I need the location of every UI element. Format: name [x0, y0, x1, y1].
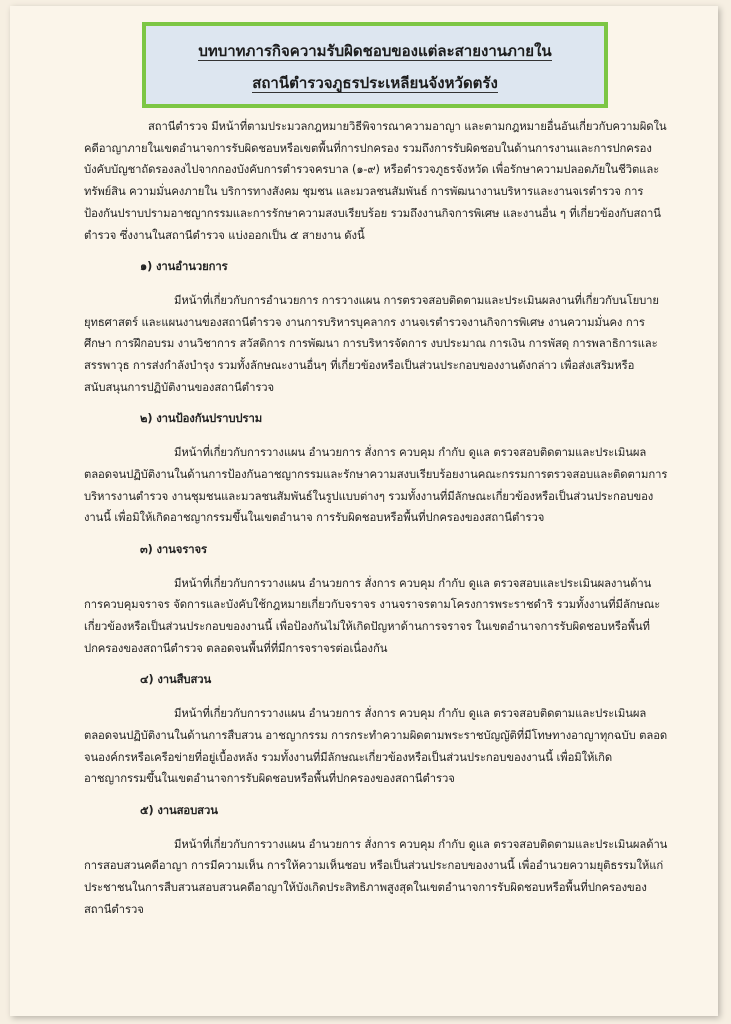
section-heading-traffic: ๓) งานจราจร	[140, 542, 208, 556]
section-body-investigation: มีหน้าที่เกี่ยวกับการวางแผน อำนวยการ สั่งการ ควบคุม กำกับ ดูแล ตรวจสอบติดตามและประเมินผล ตลอดจนปฏิบัติงานในด้านการสืบสวน อาชญากรรม การกระทำความผิดตามพระราชบัญญัติที่มีโทษทางอาญาทุกฉบับ ตลอดจนองค์กรหรือเครือข่ายที่อยู่เบื้องหลัง รวมทั้งงานที่มีลักษณะเกี่ยวข้องหรือเป็นส่วนประกอบของงานนี้ เพื่อมิให้เกิดอาชญากรรมขึ้นในเขตอำนาจการรับผิดชอบหรือพื้นที่ปกครองของสถานีตำรวจ	[84, 707, 668, 786]
section-body-prevention: มีหน้าที่เกี่ยวกับการวางแผน อำนวยการ สั่งการ ควบคุม กำกับ ดูแล ตรวจสอบติดตามและประเมินผล ตลอดจนปฏิบัติงานในด้านการป้องกันอาชญากรรมและรักษาความสงบเรียบร้อยงานคณะกรรมการตรวจสอบและติดตามการบริหารงานตำรวจ งานชุมชนและมวลชนสัมพันธ์ในรูปแบบต่างๆ รวมทั้งงานที่มีลักษณะเกี่ยวข้องหรือเป็นส่วนประกอบของงานนี้ เพื่อมิให้เกิดอาชญากรรมขึ้นในเขตอำนาจ การรับผิดชอบหรือพื้นที่ปกครองของสถานีตำรวจ	[84, 446, 668, 525]
section-body-traffic: มีหน้าที่เกี่ยวกับการวางแผน อำนวยการ สั่งการ ควบคุม กำกับ ดูแล ตรวจสอบและประเมินผลงานด้านการควบคุมจราจร จัดการและบังคับใช้กฎหมายเกี่ยวกับจราจร งานจราจรตามโครงการพระราชดำริ รวมทั้งงานที่มีลักษณะเกี่ยวข้องหรือเป็นส่วนประกอบของงานนี้ เพื่อป้องกันไม่ให้เกิดปัญหาด้านการจราจร ในเขตอำนาจการรับผิดชอบหรือพื้นที่ปกครองของสถานีตำรวจ ตลอดจนพื้นที่ที่มีการจราจรต่อเนื่องกัน	[84, 576, 661, 655]
title-box	[142, 22, 608, 108]
title-line-1: บทบาทภารกิจความรับผิดชอบของแต่ละสายงานภายใน	[198, 42, 552, 60]
document-body	[84, 116, 670, 921]
section-heading-admin: ๑) งานอำนวยการ	[140, 260, 228, 274]
intro-paragraph: สถานีตำรวจ มีหน้าที่ตามประมวลกฎหมายวิธีพิจารณาความอาญา และตามกฎหมายอื่นอันเกี่ยวกับความผิดในคดีอาญาภายในเขตอำนาจการรับผิดชอบหรือเขตพื้นที่การปกครอง รวมถึงการรับผิดชอบในด้านการงานและการปกครองบังคับบัญชาถัดรองลงไปจากกองบังคับการตำรวจครบาล (๑-๙) หรือตำรวจภูธรจังหวัด เพื่อรักษาความปลอดภัยในชีวิตและทรัพย์สิน ความมั่นคงภายใน บริการทางสังคม ชุมชน และมวลชนสัมพันธ์ การพัฒนางานบริหารและงานจเรตำรวจ การป้องกันปราบปรามอาชญากรรมและการรักษาความสงบเรียบร้อย รวมถึงงานกิจการพิเศษ และงานอื่น ๆ ที่เกี่ยวข้องกับสถานีตำรวจ ซึ่งงานในสถานีตำรวจ แบ่งออกเป็น ๕ สายงาน ดังนี้	[84, 120, 667, 242]
section-heading-investigation: ๔) งานสืบสวน	[140, 673, 212, 687]
section-heading-inquiry: ๕) งานสอบสวน	[140, 803, 218, 817]
section-body-inquiry: มีหน้าที่เกี่ยวกับการวางแผน อำนวยการ สั่งการ ควบคุม กำกับ ดูแล ตรวจสอบติดตามและประเมินผลด้านการสอบสวนคดีอาญา การมีความเห็น การให้ความเห็นชอบ หรือเป็นส่วนประกอบของงานนี้ เพื่ออำนวยความยุติธรรมให้แก่ประชาชนในการสืบสวนสอบสวนคดีอาญาให้บังเกิดประสิทธิภาพสูงสุดในเขตอำนาจการรับผิดชอบหรือพื้นที่ปกครองของสถานีตำรวจ	[84, 837, 668, 916]
section-heading-prevention: ๒) งานป้องกันปราบปราม	[140, 412, 263, 426]
title-line-2: สถานีตำรวจภูธรประเหลียนจังหวัดตรัง	[252, 74, 498, 92]
section-body-admin: มีหน้าที่เกี่ยวกับการอำนวยการ การวางแผน การตรวจสอบติดตามและประเมินผลงานที่เกี่ยวกับนโยบาย ยุทธศาสตร์ และแผนงานของสถานีตำรวจ งานการบริหารบุคลากร งานจเรตำรวจงานกิจการพิเศษ งานความมั่นคง การศึกษา การฝึกอบรม งานวิชาการ สวัสดิการ การพัฒนา การบริหารจัดการ งบประมาณ การเงิน การพัสดุ การพลาธิการและสรรพาวุธ การส่งกำลังบำรุง รวมทั้งลักษณะงานอื่นๆ ที่เกี่ยวข้องหรือเป็นส่วนประกอบของงานดังกล่าว เพื่อส่งเสริมหรือสนับสนุนการปฏิบัติงานของสถานีตำรวจ	[84, 293, 659, 394]
